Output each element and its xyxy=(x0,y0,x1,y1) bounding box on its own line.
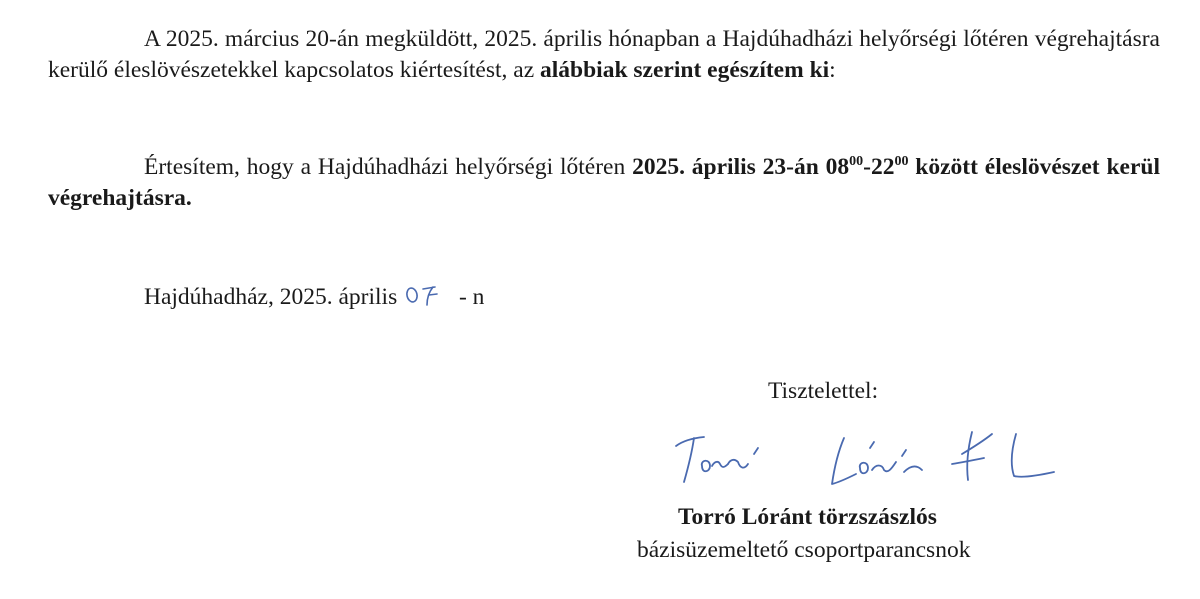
paragraph-supplement xyxy=(48,24,1160,86)
signer-name: Torró Lóránt törzszászlós xyxy=(678,504,937,530)
paragraph1-colon: : xyxy=(829,57,836,83)
start-minutes: 00 xyxy=(849,154,864,169)
date-start: 2025. április 23-án 08 xyxy=(632,154,850,180)
end-minutes: 00 xyxy=(894,154,909,169)
place-date-prefix: Hajdúhadház, 2025. április xyxy=(144,284,398,310)
signer-title: bázisüzemeltető csoportparancsnok xyxy=(637,537,971,563)
handwritten-signature xyxy=(670,412,1070,504)
paragraph1-bold: alábbiak szerint egészítem ki xyxy=(540,57,830,83)
place-date-suffix: - n xyxy=(458,284,485,310)
date-end: -22 xyxy=(863,154,895,180)
paragraph2-text: Értesítem, hogy a Hajdúhadházi helyőrségi lőtéren xyxy=(144,154,633,180)
place-date xyxy=(144,280,484,313)
paragraph-notice xyxy=(48,152,1160,214)
paragraph1-text: A 2025. március 20-án megküldött, 2025. április hónapban a Hajdúhadházi helyőrségi lőtéren végrehajtásra kerülő éleslövészetekkel kapcsolatos kiértesítést, az xyxy=(48,26,1160,83)
paragraph2-bold-tail: között éleslövészet kerül végrehajtásra. xyxy=(48,154,1160,211)
closing-salutation: Tisztelettel: xyxy=(768,378,879,404)
handwritten-day xyxy=(403,280,449,308)
